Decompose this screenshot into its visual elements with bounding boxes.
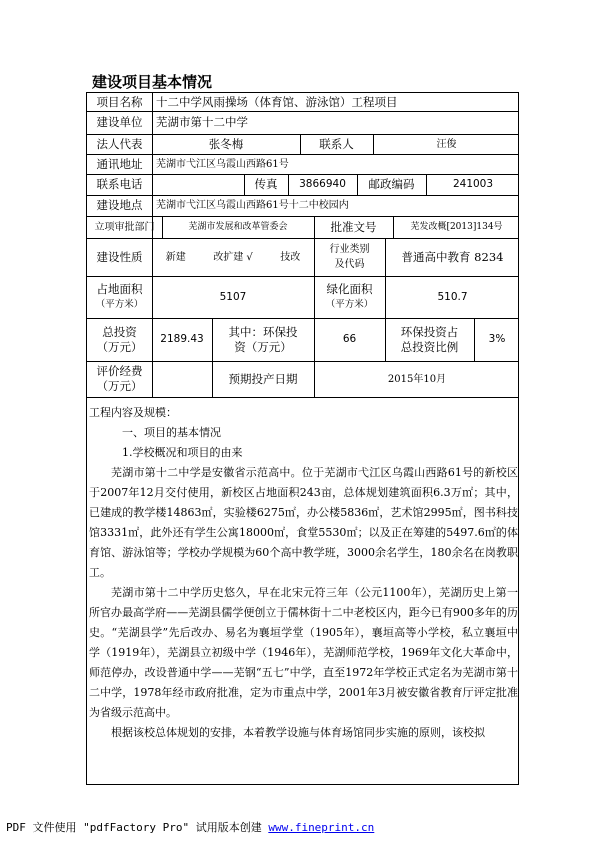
- phone-value: [152, 174, 244, 195]
- fax-label: 传真: [254, 177, 278, 191]
- address-value: 芜湖市弋江区乌霞山西路61号: [156, 158, 289, 170]
- pdf-footer: [6, 819, 374, 835]
- postcode-label: 邮政编码: [368, 177, 415, 191]
- approval-doc-value: 芜发改概[2013]134号: [410, 221, 503, 232]
- nature-option-new: 新建: [165, 251, 186, 263]
- nature-label: 建设性质: [96, 249, 143, 264]
- project-description: [87, 403, 519, 743]
- env-investment-value: 66: [342, 333, 357, 345]
- nature-options: [152, 238, 314, 276]
- production-date-label: 预期投产日期: [228, 371, 298, 386]
- nature-option-expand: 改扩建 √: [213, 251, 253, 263]
- land-area-label: 占地面积 （平方米）: [95, 282, 144, 310]
- green-area-label: 绿化面积 （平方米）: [325, 282, 374, 310]
- paragraph-school-overview: 芜湖市第十二中学是安徽省示范高中。位于芜湖市弋江区乌霞山西路61号的新校区于2007年12月交付使用，新校区占地面积243亩，总体规划建筑面积6.3万㎡；其中，已建成的教学楼14863㎡，实验楼6275㎡，办公楼5836㎡，艺术馆2995㎡，图书科技馆3331㎡，此外还有学生公寓18000㎡，食堂5530㎡；以及正在筹建的5497.6㎡的体育馆、游泳馆等；学校办学规模为60个高中教学班，3000余名学生，180余名在岗教职工。: [89, 466, 518, 579]
- green-area-value: 510.7: [437, 290, 468, 303]
- footer-link[interactable]: www.fineprint.cn: [268, 821, 375, 834]
- project-info-table: [86, 92, 519, 785]
- postcode-value: 241003: [452, 178, 494, 190]
- legal-rep-value: 张冬梅: [208, 136, 244, 151]
- approval-label: 立项审批部门: [94, 221, 155, 233]
- industry-label: 行业类别 及代码: [329, 244, 370, 270]
- construction-unit-value: 芜湖市第十二中学: [156, 115, 248, 129]
- project-name-label: 项目名称: [96, 94, 143, 109]
- paragraph-school-history: 芜湖市第十二中学历史悠久，早在北宋元符三年（公元1100年），芜湖历史上第一所官办最高学府——芜湖县儒学便创立于儒林街十二中老校区内，距今已有900多年的历史。“芜湖县学”先后改办、易名为襄垣学堂（1905年），襄垣高等小学校，私立襄垣中学（1919年），芜湖县立初级中学（1946年），芜湖师范学校，1969年文化大革命中，师范停办，改设普通中学——芜钢“五七”中学，直至1972年学校正式定名为芜湖市第十二中学，1978年经市政府批准，定为市重点中学，2001年3月被安徽省教育厅评定批准为省级示范高中。: [89, 586, 518, 719]
- contact-value: 汪俊: [436, 138, 457, 150]
- address-label: 通讯地址: [96, 156, 143, 171]
- assessment-fee-value: [152, 361, 212, 397]
- construction-unit-label: 建设单位: [96, 115, 143, 129]
- production-date-value: 2015年10月: [387, 373, 447, 385]
- subsection-heading: 1.学校概况和项目的由来: [122, 446, 243, 459]
- industry-value: 普通高中教育 8234: [401, 249, 504, 264]
- legal-rep-label: 法人代表: [96, 136, 143, 151]
- phone-label: 联系电话: [96, 177, 143, 191]
- total-investment-value: 2189.43: [160, 333, 204, 345]
- project-name-value: 十二中学风雨操场（体育馆、游泳馆）工程项目: [156, 94, 398, 109]
- page-title: 建设项目基本情况: [92, 73, 213, 91]
- site-value: 芜湖市弋江区乌霞山西路61号十二中校园内: [156, 200, 349, 211]
- contact-label: 联系人: [319, 136, 354, 151]
- approval-doc-label: 批准文号: [330, 219, 377, 234]
- content-title: 工程内容及规模：: [89, 406, 177, 419]
- env-ratio-value: 3%: [488, 333, 506, 345]
- land-area-value: 5107: [219, 290, 247, 303]
- env-investment-label: 其中：环保投 资（万元）: [228, 324, 298, 354]
- paragraph-plan: 根据该校总体规划的安排，本着教学设施与体育场馆同步实施的原则，该校拟: [111, 726, 485, 739]
- section-heading: 一、项目的基本情况: [122, 426, 221, 439]
- fax-value: 3866940: [299, 178, 346, 190]
- nature-option-tech: 技改: [280, 251, 301, 263]
- approval-value: 芜湖市发展和改革管委会: [188, 221, 288, 232]
- site-label: 建设地点: [96, 198, 143, 212]
- footer-text: PDF 文件使用 "pdfFactory Pro" 试用版本创建: [6, 821, 269, 834]
- env-ratio-label: 环保投资占 总投资比例: [400, 324, 459, 354]
- assessment-fee-label: 评价经费 （万元）: [96, 364, 143, 393]
- total-investment-label: 总投资 （万元）: [96, 324, 143, 354]
